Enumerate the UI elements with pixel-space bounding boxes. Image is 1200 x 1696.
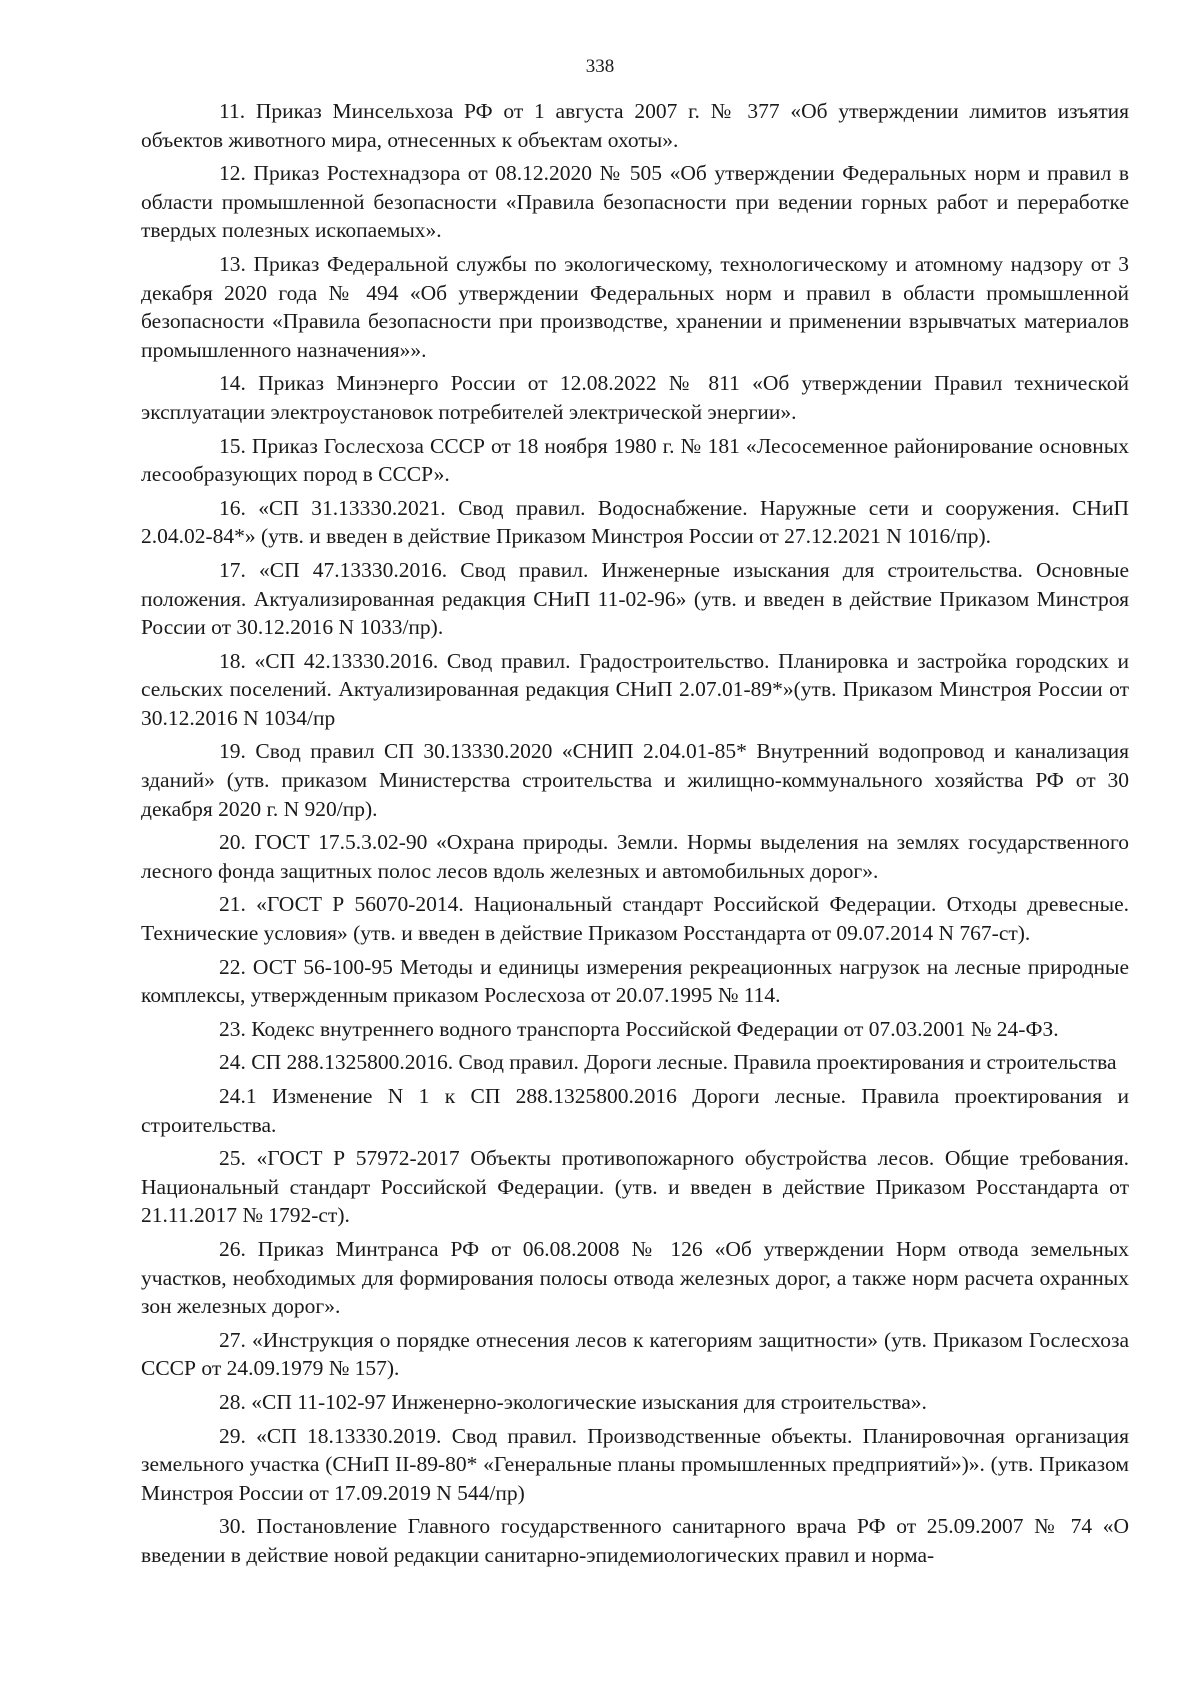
list-item: 19. Свод правил СП 30.13330.2020 «СНИП 2.04.01-85* Внутренний водопровод и канализация зданий» (утв. приказом Министерства строительства и жилищно-коммунального хозяйства РФ от 30 декабря 2020 г. N 920/пр). xyxy=(141,739,1129,821)
list-item: 21. «ГОСТ Р 56070-2014. Национальный стандарт Российской Федерации. Отходы древесные. Технические условия» (утв. и введен в действие Приказом Росстандарта от 09.07.2014 N 767-ст). xyxy=(141,892,1129,946)
list-item: 24.1 Изменение N 1 к СП 288.1325800.2016 Дороги лесные. Правила проектирования и строительства. xyxy=(141,1084,1129,1137)
list-item: 13. Приказ Федеральной службы по экологическому, технологическому и атомному надзору от 3 декабря 2020 года № 494 «Об утверждении Федеральных норм и правил в области промышленной безопасности «Правила безопасности при производстве, хранении и применении взрывчатых материалов промышленного назначения»». xyxy=(141,251,1129,362)
list-item: 29. «СП 18.13330.2019. Свод правил. Производственные объекты. Планировочная организация земельного участка (СНиП II-89-80* «Генеральные планы промышленных предприятий»)». (утв. Приказом Минстроя России от 17.09.2019 N 544/пр) xyxy=(141,1423,1129,1505)
list-item: 14. Приказ Минэнерго России от 12.08.2022 № 811 «Об утверждении Правил технической эксплуатации электроустановок потребителей электрической энергии». xyxy=(141,371,1129,424)
list-item: 18. «СП 42.13330.2016. Свод правил. Градостроительство. Планировка и застройка городских и сельских поселений. Актуализированная редакция СНиП 2.07.01-89*»(утв. Приказом Минстроя России от 30.12.2016 N 1034/пр xyxy=(141,648,1129,730)
list-item: 12. Приказ Ростехнадзора от 08.12.2020 № 505 «Об утверждении Федеральных норм и правил в области промышленной безопасности «Правила безопасности при ведении горных работ и переработке твердых полезных ископаемых». xyxy=(141,161,1129,243)
list-item: 23. Кодекс внутреннего водного транспорта Российской Федерации от 07.03.2001 № 24-ФЗ. xyxy=(219,1016,1059,1041)
list-item: 24. СП 288.1325800.2016. Свод правил. Дороги лесные. Правила проектирования и строительства xyxy=(219,1050,1117,1075)
list-item: 25. «ГОСТ Р 57972-2017 Объекты противопожарного обустройства лесов. Общие требования. Национальный стандарт Российской Федерации. (утв. и введен в действие Приказом Росстандарта от 21.11.2017 № 1792-ст). xyxy=(141,1146,1129,1228)
reference-list xyxy=(141,97,1129,1570)
list-item: 27. «Инструкция о порядке отнесения лесов к категориям защитности» (утв. Приказом Гослесхоза СССР от 24.09.1979 № 157). xyxy=(141,1327,1129,1381)
list-item: 16. «СП 31.13330.2021. Свод правил. Водоснабжение. Наружные сети и сооружения. СНиП 2.04.02-84*» (утв. и введен в действие Приказом Минстроя России от 27.12.2021 N 1016/пр). xyxy=(141,495,1129,549)
list-item: 22. ОСТ 56-100-95 Методы и единицы измерения рекреационных нагрузок на лесные природные комплексы, утвержденным приказом Рослесхоза от 20.07.1995 № 114. xyxy=(141,954,1129,1008)
list-item: 20. ГОСТ 17.5.3.02-90 «Охрана природы. Земли. Нормы выделения на землях государственного лесного фонда защитных полос лесов вдоль железных и автомобильных дорог». xyxy=(141,830,1129,883)
list-item: 30. Постановление Главного государственного санитарного врача РФ от 25.09.2007 № 74 «О введении в действие новой редакции санитарно-эпидемиологических правил и норма- xyxy=(141,1514,1129,1567)
list-item: 15. Приказ Гослесхоза СССР от 18 ноября 1980 г. № 181 «Лесосеменное районирование основных лесообразующих пород в СССР». xyxy=(141,433,1129,487)
list-item: 17. «СП 47.13330.2016. Свод правил. Инженерные изыскания для строительства. Основные положения. Актуализированная редакция СНиП 11-02-96» (утв. и введен в действие Приказом Минстроя России от 30.12.2016 N 1033/пр). xyxy=(141,557,1129,640)
page-number: 338 xyxy=(585,56,615,77)
list-item: 11. Приказ Минсельхоза РФ от 1 августа 2007 г. № 377 «Об утверждении лимитов изъятия объектов животного мира, отнесенных к объектам охоты». xyxy=(141,99,1129,152)
list-item: 28. «СП 11-102-97 Инженерно-экологические изыскания для строительства». xyxy=(219,1389,927,1414)
list-item: 26. Приказ Минтранса РФ от 06.08.2008 № 126 «Об утверждении Норм отвода земельных участков, необходимых для формирования полосы отвода железных дорог, а также норм расчета охранных зон железных дорог». xyxy=(141,1236,1129,1319)
